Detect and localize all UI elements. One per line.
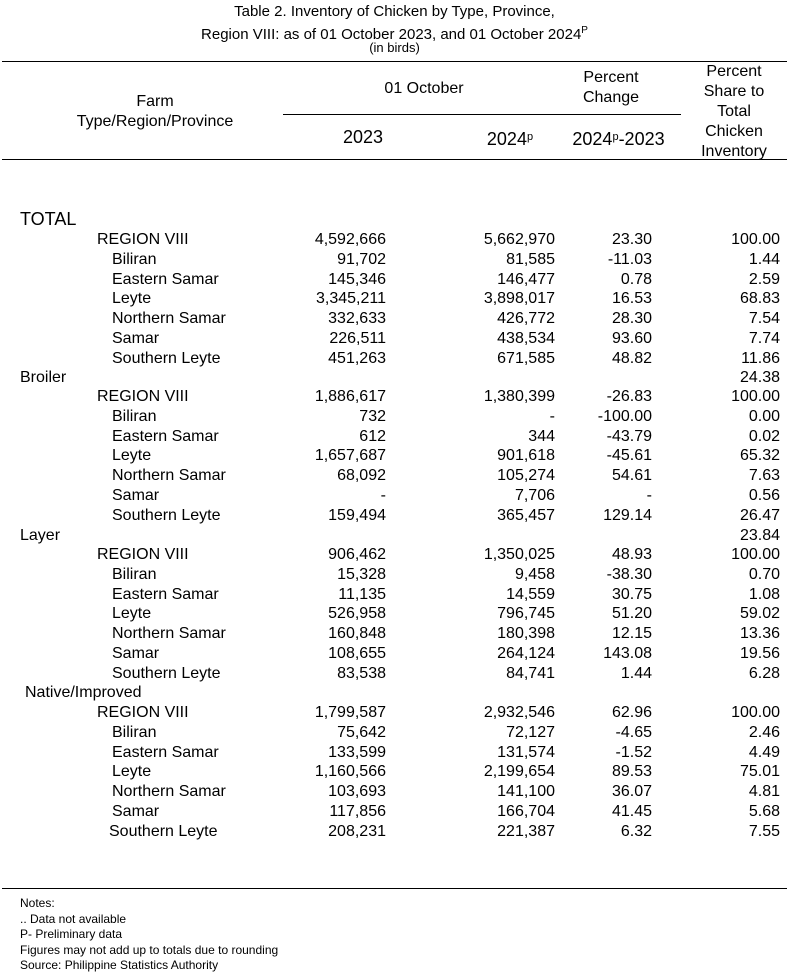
cell-percent-change: -45.61	[606, 447, 652, 465]
cell-percent-change: 16.53	[611, 290, 652, 308]
table-row	[0, 762, 789, 782]
cell-percent-share: 59.02	[739, 605, 780, 623]
table-row	[0, 427, 789, 447]
row-name: Southern Leyte	[112, 506, 221, 524]
cell-2023: 208,231	[328, 822, 386, 840]
cell-percent-share: 65.32	[739, 447, 780, 465]
cell-2023: 159,494	[328, 506, 386, 524]
cell-2024: 5,662,970	[483, 231, 555, 248]
cell-2024: 14,559	[506, 585, 555, 603]
cell-2024: 81,585	[506, 250, 555, 268]
table-row	[0, 486, 789, 506]
cell-2023: 1,886,617	[314, 388, 386, 405]
cell-2024: 796,745	[497, 605, 555, 623]
cell-percent-change: 89.53	[611, 763, 652, 781]
table-row	[0, 604, 789, 624]
notes	[20, 896, 278, 974]
cell-percent-share: 5.68	[748, 802, 780, 820]
group-share-row	[0, 526, 789, 546]
table-row	[0, 822, 789, 842]
table-row	[0, 270, 789, 290]
table-row	[0, 743, 789, 763]
cell-2023: 108,655	[328, 644, 386, 662]
cell-percent-change: 36.07	[611, 783, 652, 800]
cell-2024: -	[549, 407, 555, 425]
row-name: Leyte	[112, 763, 152, 781]
cell-percent-change: 129.14	[603, 506, 652, 524]
cell-2024: 1,350,025	[483, 546, 555, 563]
note-na: .. Data not available	[20, 911, 127, 926]
cell-2024: 365,457	[497, 506, 555, 524]
cell-percent-share: 0.70	[748, 565, 780, 583]
header-percent-change-1: Percent	[583, 69, 639, 86]
cell-2024: 3,898,017	[483, 290, 555, 308]
cell-2024: 1,380,399	[483, 388, 555, 405]
cell-2024: 2,199,654	[483, 763, 555, 781]
header-farm-line-1: Farm	[136, 93, 174, 110]
group-label: Layer	[20, 527, 61, 544]
cell-percent-change: 23.30	[611, 231, 652, 248]
header-change-period	[556, 127, 681, 149]
table-title	[0, 2, 789, 56]
row-name: REGION VIII	[97, 388, 189, 405]
row-name: Northern Samar	[112, 310, 226, 327]
row-name: Leyte	[112, 290, 152, 308]
header-year-2024-text: 2024	[486, 129, 527, 149]
cell-percent-share: 6.28	[748, 664, 780, 682]
cell-2023: 3,345,211	[316, 290, 386, 308]
cell-percent-share: 100.00	[731, 546, 780, 563]
group-share-row	[0, 368, 789, 388]
cell-percent-share: 0.56	[748, 486, 780, 504]
row-name: Samar	[112, 644, 160, 662]
cell-2024: 9,458	[514, 565, 555, 583]
title-line-2	[0, 21, 789, 43]
header-change-a: 2024	[572, 129, 613, 149]
row-name: Biliran	[112, 250, 157, 268]
header-october: 01 October	[384, 80, 464, 97]
table-row	[0, 466, 789, 486]
row-name: Samar	[112, 486, 160, 504]
group-label: Native/Improved	[25, 684, 142, 701]
cell-percent-share: 75.01	[739, 763, 780, 781]
row-name: Northern Samar	[112, 467, 226, 484]
cell-percent-change: 30.75	[611, 585, 652, 603]
table-row	[0, 644, 789, 664]
table-row	[0, 289, 789, 309]
row-name: REGION VIII	[97, 546, 189, 563]
cell-2024: 131,574	[497, 743, 555, 761]
title-line-2-sup: P	[581, 25, 588, 36]
group-share-value: 24.38	[739, 369, 780, 386]
row-name: Samar	[112, 329, 160, 347]
cell-2023: 906,462	[328, 546, 386, 563]
cell-2024: 438,534	[497, 329, 555, 347]
cell-2023: 15,328	[337, 565, 386, 583]
header-share-4: Chicken	[705, 123, 763, 140]
header-percent-change	[556, 68, 666, 108]
header-change-sup: p	[612, 131, 619, 143]
row-name: Southern Leyte	[109, 822, 218, 840]
header-farm-type	[40, 92, 270, 132]
header-change-b: -2023	[618, 129, 665, 149]
cell-percent-share: 0.00	[748, 407, 780, 425]
cell-2023: 75,642	[337, 723, 386, 741]
cell-percent-share: 2.46	[748, 723, 780, 741]
cell-2023: 1,657,687	[314, 447, 386, 465]
row-name: REGION VIII	[97, 231, 189, 248]
table-row	[0, 446, 789, 466]
row-name: Eastern Samar	[112, 427, 219, 445]
header-share-3: Total	[717, 103, 751, 120]
row-name: Southern Leyte	[112, 349, 221, 367]
table-row	[0, 703, 789, 723]
cell-2023: 68,092	[337, 467, 386, 484]
cell-2023: 91,702	[337, 250, 386, 268]
cell-percent-share: 100.00	[731, 231, 780, 248]
cell-2023: 4,592,666	[314, 231, 386, 248]
cell-2024: 146,477	[497, 270, 555, 288]
cell-percent-share: 100.00	[731, 704, 780, 721]
cell-percent-change: -4.65	[615, 723, 652, 741]
row-name: Eastern Samar	[112, 585, 219, 603]
cell-2023: 117,856	[329, 802, 386, 820]
table-row	[0, 349, 789, 369]
row-name: Leyte	[112, 447, 152, 465]
header-top-rule	[2, 61, 787, 62]
cell-percent-share: 7.74	[748, 329, 780, 347]
table-row	[0, 802, 789, 822]
cell-percent-share: 7.55	[748, 822, 780, 840]
table-row	[0, 407, 789, 427]
row-name: Leyte	[112, 605, 152, 623]
cell-percent-change: 62.96	[611, 704, 652, 721]
table-row	[0, 723, 789, 743]
group-label: TOTAL	[20, 209, 77, 229]
cell-2024: 426,772	[497, 310, 555, 327]
cell-2023: 1,160,566	[314, 763, 386, 781]
table-row	[0, 585, 789, 605]
notes-heading: Notes:	[20, 896, 55, 910]
table-row	[0, 250, 789, 270]
cell-percent-share: 26.47	[739, 506, 780, 524]
cell-percent-change: 48.82	[611, 349, 652, 367]
cell-percent-change: 28.30	[611, 310, 652, 327]
header-share-1: Percent	[706, 63, 762, 80]
group-label: Broiler	[20, 369, 67, 386]
cell-percent-change: 143.08	[603, 644, 652, 662]
cell-2024: 141,100	[497, 783, 555, 800]
cell-percent-change: 1.44	[620, 664, 652, 682]
cell-percent-change: 0.78	[620, 270, 652, 288]
cell-2023: 133,599	[328, 743, 386, 761]
cell-2023: 83,538	[337, 664, 386, 682]
cell-percent-change: -100.00	[597, 407, 652, 425]
cell-2024: 2,932,546	[483, 704, 555, 721]
cell-percent-share: 2.59	[748, 270, 780, 288]
header-percent-share	[680, 62, 788, 162]
header-percent-change-2: Change	[582, 89, 640, 106]
header-year-2023: 2023	[342, 127, 384, 147]
row-name: Northern Samar	[112, 625, 226, 642]
row-name: REGION VIII	[97, 704, 189, 721]
cell-percent-change: -	[646, 486, 652, 504]
cell-2023: 103,693	[328, 783, 386, 800]
cell-percent-change: -38.30	[606, 565, 652, 583]
cell-percent-share: 4.49	[748, 743, 780, 761]
cell-percent-change: 12.15	[611, 625, 652, 642]
cell-2023: 160,848	[328, 625, 386, 642]
cell-2023: 11,135	[338, 585, 386, 603]
table-row	[0, 565, 789, 585]
cell-2023: 1,799,587	[314, 704, 386, 721]
table-row	[0, 545, 789, 565]
cell-2024: 901,618	[497, 447, 555, 465]
header-year-2024-sup: p	[526, 131, 534, 143]
cell-2024: 72,127	[506, 723, 555, 741]
table-row	[0, 782, 789, 802]
table-row	[0, 329, 789, 349]
cell-percent-share: 0.02	[748, 427, 780, 445]
row-name: Northern Samar	[112, 783, 226, 800]
header-farm-line-2: Type/Region/Province	[76, 113, 234, 130]
cell-percent-change: -1.52	[615, 743, 652, 761]
table-row	[0, 387, 789, 407]
cell-percent-share: 1.08	[748, 585, 780, 603]
cell-percent-share: 7.63	[748, 467, 780, 484]
header-share-5: Inventory	[701, 143, 767, 160]
row-name: Biliran	[112, 407, 157, 425]
row-name: Eastern Samar	[112, 270, 219, 288]
cell-percent-share: 13.36	[739, 625, 780, 642]
cell-2024: 221,387	[497, 822, 555, 840]
cell-2024: 7,706	[514, 486, 555, 504]
title-line-2-text: Region VIII: as of 01 October 2023, and 01 October 2024	[201, 26, 582, 43]
cell-2023: 332,633	[328, 310, 386, 327]
cell-percent-change: -11.03	[607, 250, 652, 268]
header-share-2: Share to	[703, 83, 765, 100]
row-name: Biliran	[112, 723, 157, 741]
cell-percent-share: 11.86	[741, 349, 780, 367]
cell-percent-change: -43.79	[606, 427, 652, 445]
cell-percent-change: 93.60	[611, 329, 652, 347]
cell-2023: 145,346	[328, 270, 386, 288]
cell-2023: 732	[359, 407, 386, 425]
cell-percent-share: 68.83	[739, 290, 780, 308]
cell-2024: 264,124	[497, 644, 555, 662]
cell-2024: 84,741	[506, 664, 555, 682]
group-share-value: 23.84	[739, 527, 780, 544]
cell-2024: 166,704	[497, 802, 555, 820]
cell-percent-share: 4.81	[748, 783, 780, 800]
table-row	[0, 309, 789, 329]
note-preliminary: P- Preliminary data	[20, 927, 123, 942]
cell-percent-share: 7.54	[748, 310, 780, 327]
table-row	[0, 664, 789, 684]
row-name: Samar	[112, 802, 160, 820]
table-row	[0, 506, 789, 526]
cell-percent-change: -26.83	[606, 388, 652, 405]
cell-2023: -	[380, 486, 386, 504]
cell-percent-change: 54.61	[611, 467, 652, 484]
table-row	[0, 230, 789, 250]
header-sub-rule	[283, 114, 681, 115]
cell-2024: 105,274	[497, 467, 555, 484]
header-bottom-rule	[2, 159, 787, 160]
cell-2023: 612	[359, 427, 386, 445]
table-row	[0, 624, 789, 644]
table-bottom-rule	[2, 888, 787, 889]
cell-2024: 671,585	[497, 349, 555, 367]
row-name: Biliran	[112, 565, 157, 583]
cell-percent-change: 51.20	[611, 605, 652, 623]
cell-percent-share: 1.44	[748, 250, 780, 268]
cell-percent-change: 41.45	[611, 802, 652, 820]
cell-percent-share: 19.56	[739, 644, 780, 662]
cell-2024: 344	[528, 427, 555, 445]
title-line-1: Table 2. Inventory of Chicken by Type, Province,	[234, 3, 555, 20]
cell-percent-change: 48.93	[611, 546, 652, 563]
cell-2024: 180,398	[497, 625, 555, 642]
note-source: Source: Philippine Statistics Authority	[20, 958, 219, 973]
cell-2023: 226,511	[329, 329, 386, 347]
cell-2023: 526,958	[328, 605, 386, 623]
cell-percent-change: 6.32	[620, 822, 652, 840]
row-name: Eastern Samar	[112, 743, 219, 761]
note-rounding: Figures may not add up to totals due to rounding	[20, 942, 279, 957]
row-name: Southern Leyte	[112, 664, 221, 682]
cell-percent-share: 100.00	[731, 388, 780, 405]
unit-label: (in birds)	[369, 40, 420, 55]
cell-2023: 451,263	[328, 349, 386, 367]
